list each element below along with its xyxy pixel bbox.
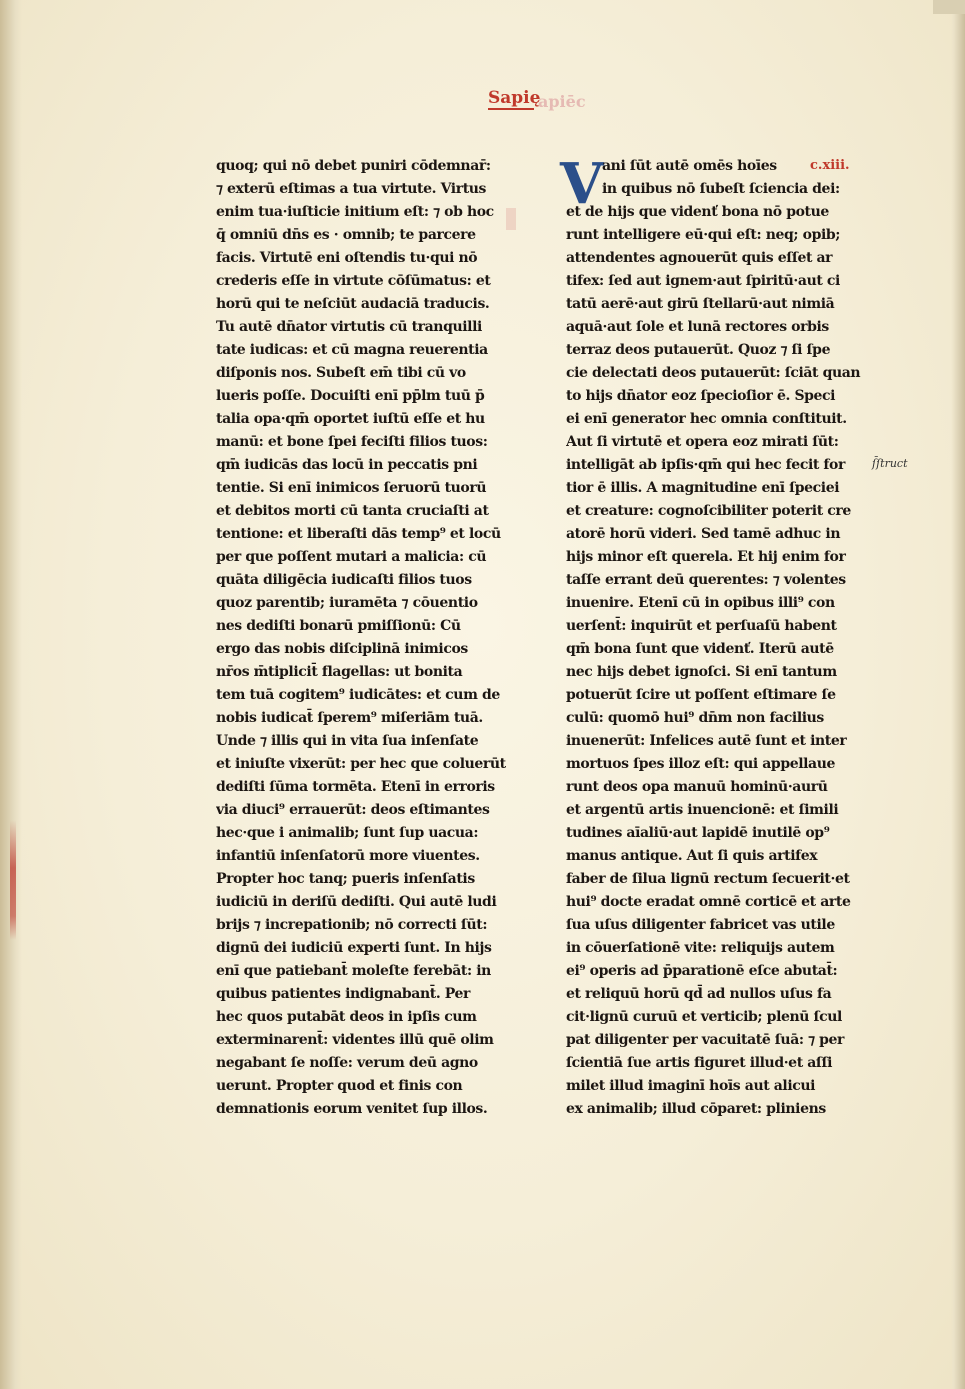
text-line: manus antique. Aut ſi quis artifex xyxy=(566,848,818,864)
text-line: diſponis nos. Subeſt em̄ tibi cū vo xyxy=(216,365,466,381)
text-line: tifex: ſed aut ignem·aut ſpiritū·aut ci xyxy=(566,273,840,289)
text-line: in cōuerſationē vite: reliquijs autem xyxy=(566,940,835,956)
text-line: exterminarent̄: videntes illū quē olim xyxy=(216,1032,494,1048)
running-head xyxy=(488,88,540,108)
text-line: tatū aerē·aut girū ſtellarū·aut nimiā xyxy=(566,296,835,312)
red-stain xyxy=(10,820,16,940)
text-line: inuenire. Etenī cū in opibus illi⁹ con xyxy=(566,595,835,611)
text-line: Unde ⁊ illis qui in vita ſua inſenſate xyxy=(216,733,479,749)
text-line: q̄ omniū dn̄s es · omnib; te parcere xyxy=(216,227,476,243)
text-line: ei⁹ operis ad p̄parationē eſce abutat̄: xyxy=(566,963,838,979)
text-line: Propter hoc tanq; pueris inſenſatis xyxy=(216,871,475,887)
text-line: hec·que i animalib; ſunt ſup uacua: xyxy=(216,825,479,841)
text-line: uerſent̄: inquirūt et perſuaſū habent xyxy=(566,618,837,634)
right-text-column xyxy=(566,155,866,1121)
text-line: qm̄ iudicās das locū in peccatis pni xyxy=(216,457,478,473)
text-line: culū: quomō hui⁹ dn̄m non facilius xyxy=(566,710,824,726)
text-line: tior ē illis. A magnitudine enī ſpeciei xyxy=(566,480,840,496)
text-line: nobis iudicat̄ ſperem⁹ miſeriām tuā. xyxy=(216,710,483,726)
page-left-edge xyxy=(0,0,22,1389)
text-line: quoq; qui nō debet puniri cōdemnar̄: xyxy=(216,158,491,174)
text-line: pat diligenter per vacuitatē ſuā: ⁊ per xyxy=(566,1032,845,1048)
text-line: negabant ſe noſſe: verum deū agno xyxy=(216,1055,478,1071)
text-line: facis. Virtutē eni oſtendis tu·qui nō xyxy=(216,250,478,266)
text-line: nec hijs debet ignoſci. Si enī tantum xyxy=(566,664,837,680)
text-line: qm̄ bona ſunt que videnť. Iterū autē xyxy=(566,641,834,657)
text-line: uerunt. Propter quod et finis con xyxy=(216,1078,463,1094)
text-line: milet illud imaginī hoīs aut alicui xyxy=(566,1078,816,1094)
text-line: cit·lignū curuū et verticib; plenū ſcul xyxy=(566,1009,842,1025)
text-line: dignū dei iudiciū experti ſunt. In hijs xyxy=(216,940,492,956)
text-line: quoz parentib; iuramēta ⁊ cōuentio xyxy=(216,595,478,611)
text-line: iudiciū in deriſū dediſti. Qui autē ludi xyxy=(216,894,497,910)
text-line: potuerūt ſcire ut poſſent eſtimare ſe xyxy=(566,687,836,703)
text-line: tate iudicas: et cū magna reuerentia xyxy=(216,342,488,358)
marginal-note: ſ̄ſtruct xyxy=(872,457,908,470)
text-line: taſſe errant deū querentes: ⁊ volentes xyxy=(566,572,846,588)
text-line: enī que patiebant̄ moleſte ferebāt: in xyxy=(216,963,491,979)
text-line: et creature: cognoſcibiliter poterit cre xyxy=(566,503,851,519)
text-line: crederis eſſe in virtute cōſūmatus: et xyxy=(216,273,491,289)
text-line: tentione: et liberaſti dās temp⁹ et locū xyxy=(216,526,501,542)
text-line: manū: et bone ſpei feciſti filios tuos: xyxy=(216,434,488,450)
chapter-number: c.xiii. xyxy=(810,158,850,173)
text-line: runt intelligere eū·qui eſt: neq; opib; xyxy=(566,227,841,243)
text-line: tem tuā cogitem⁹ iudicātes: et cum de xyxy=(216,687,500,703)
text-line: nr̄os m̄tiplicit̄ flagellas: ut bonita xyxy=(216,664,463,680)
text-line: runt deos opa manuū hominū·aurū xyxy=(566,779,828,795)
text-line: talia opa·qm̄ oportet iuſtū eſſe et hu xyxy=(216,411,485,427)
text-line: attendentes agnouerūt quis eſſet ar xyxy=(566,250,833,266)
text-line: via diuci⁹ errauerūt: deos eſtimantes xyxy=(216,802,490,818)
text-line: ſua uſus diligenter fabricet vas utile xyxy=(566,917,835,933)
text-line: et reliquū horū qd̄ ad nullos uſus fa xyxy=(566,986,832,1002)
text-line: terraz deos putauerūt. Quoz ⁊ ſi ſpe xyxy=(566,342,831,358)
text-line: Tu autē dn̄ator virtutis cū tranquilli xyxy=(216,319,482,335)
text-line: et debitos morti cū tanta cruciaſti at xyxy=(216,503,489,519)
text-line: hec quos putabāt deos in ipſis cum xyxy=(216,1009,477,1025)
text-line: quibus patientes indignabant̄. Per xyxy=(216,986,471,1002)
text-line: Aut ſi virtutē et opera eoz mirati ſūt: xyxy=(566,434,839,450)
offset-ghost-text: apiēc xyxy=(538,92,586,111)
text-line: ſcientiā ſue artis figuret illud·et aſſi xyxy=(566,1055,833,1071)
text-line: intelligāt ab ipſis·qm̄ qui hec fecit for xyxy=(566,457,845,473)
text-line: inuenerūt: Infelices autē ſunt et inter xyxy=(566,733,847,749)
text-line: et iniuſte vixerūt: per hec que coluerūt xyxy=(216,756,506,772)
text-line: infantiū inſenſatorū more viuentes. xyxy=(216,848,480,864)
page-corner xyxy=(933,0,965,14)
text-line: per que poſſent mutari a malicia: cū xyxy=(216,549,487,565)
running-head-underline xyxy=(488,108,534,110)
text-line: mortuos ſpes illoz eſt: qui appellaue xyxy=(566,756,836,772)
text-line: dediſti ſūma tormēta. Etenī in erroris xyxy=(216,779,495,795)
text-line: aquā·aut ſole et lunā rectores orbis xyxy=(566,319,829,335)
text-line: et de hijs que videnť bona nō potue xyxy=(566,204,829,220)
illuminated-initial: V xyxy=(560,151,604,217)
left-text-column xyxy=(216,155,516,1121)
text-line: lueris poſſe. Docuiſti enī pp̄lm tuū p̄ xyxy=(216,388,485,404)
text-line: ergo das nobis diſciplinā inimicos xyxy=(216,641,468,657)
text-line: faber de ſilua lignū rectum ſecuerit·et xyxy=(566,871,850,887)
text-line: cie delectati deos putauerūt: ſciāt quan xyxy=(566,365,861,381)
text-line: hijs minor eſt querela. Et hij enim for xyxy=(566,549,846,565)
text-line: ex animalib; illud cōparet: pliniens xyxy=(566,1101,826,1117)
text-line: tentie. Si enī inimicos ſeruorū tuorū xyxy=(216,480,487,496)
text-line: quāta diligēcia iudicaſti filios tuos xyxy=(216,572,472,588)
text-line: ei enī generator hec omnia conſtituit. xyxy=(566,411,847,427)
text-line: hui⁹ docte eradat omnē corticē et arte xyxy=(566,894,851,910)
text-line: demnationis eorum venitet ſup illos. xyxy=(216,1101,488,1117)
running-head-text: Sapię xyxy=(488,88,541,108)
text-line: atorē horū videri. Sed tamē adhuc in xyxy=(566,526,841,542)
text-line: ani ſūt autē omēs hoīes xyxy=(602,158,777,174)
text-line: nes dediſti bonarū pmiſſionū: Cū xyxy=(216,618,461,634)
text-line: to hijs dn̄ator eoz ſpecioſior ē. Speci xyxy=(566,388,836,404)
text-line: horū qui te neſciūt audaciā traducis. xyxy=(216,296,490,312)
text-line: ⁊ exterū eſtimas a tua virtute. Virtus xyxy=(216,181,487,197)
text-line: et argentū artis inuencionē: et ſimili xyxy=(566,802,839,818)
text-line: enim tua·iuſticie initium eſt: ⁊ ob hoc xyxy=(216,204,494,220)
text-line: tudines aīaliū·aut lapidē inutilē op⁹ xyxy=(566,825,830,841)
page-right-edge xyxy=(951,0,965,1389)
text-line: brijs ⁊ increpationib; nō correcti ſūt: xyxy=(216,917,488,933)
text-line: in quibus nō ſubeſt ſciencia dei: xyxy=(602,181,840,197)
